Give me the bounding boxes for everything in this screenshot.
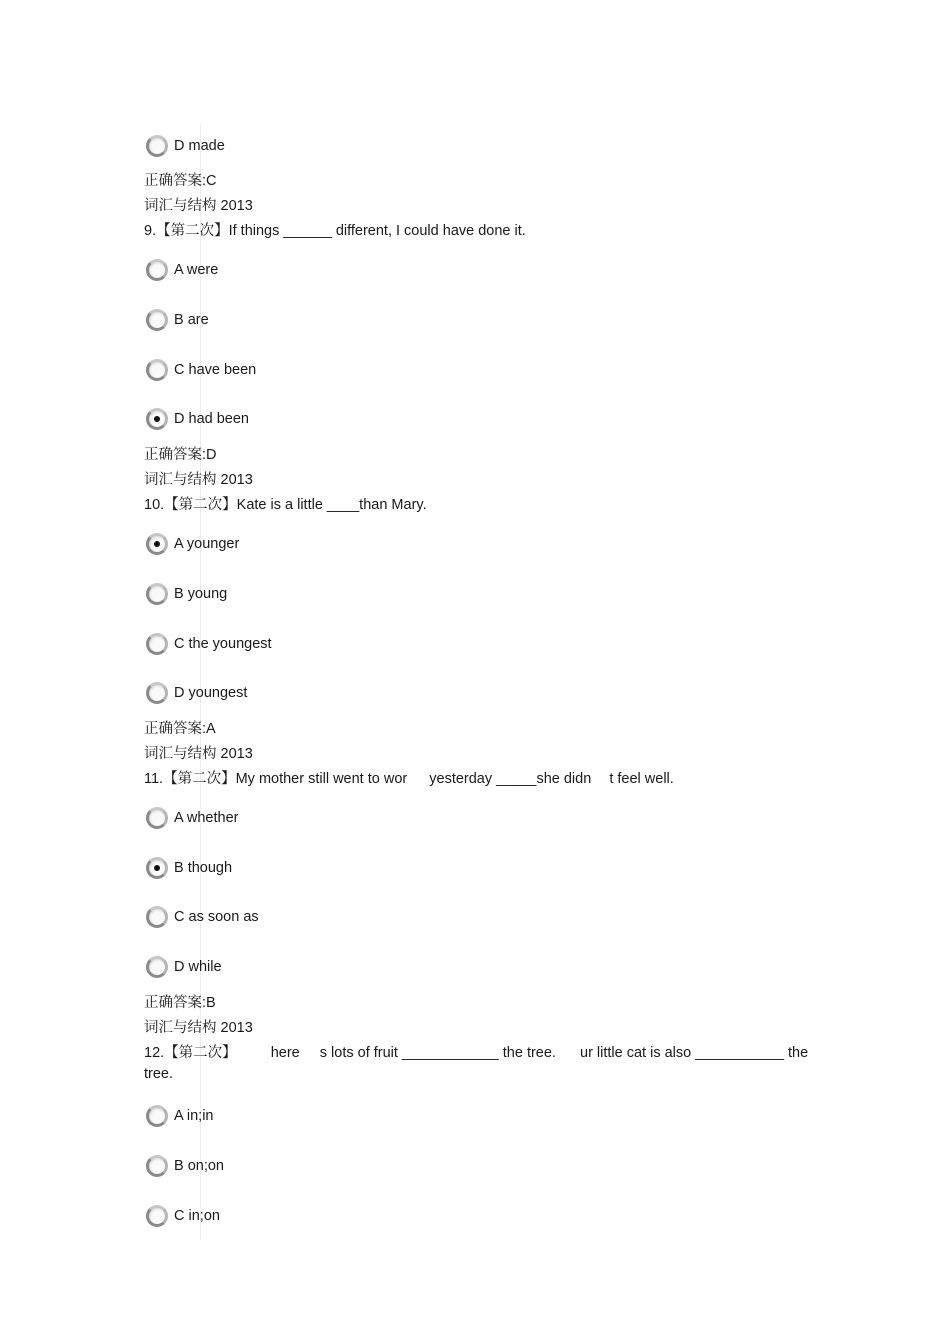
option-11b[interactable] [146,854,232,882]
option-label: C as soon as [174,909,259,925]
question-11 [144,767,674,788]
option-label: B on;on [174,1158,224,1174]
question-text-segment: 11.【第二次】My mother still went to wor [144,771,408,787]
radio-icon[interactable] [146,309,168,331]
question-10: 10.【第二次】Kate is a little ____than Mary. [144,497,427,513]
option-label: D had been [174,411,249,427]
question-text-segment: ur little cat is also ___________ the [580,1045,809,1061]
category-label: 词汇与结构 2013 [144,198,253,214]
question-text-segment: s lots of fruit ____________ the tree. [319,1045,556,1061]
option-9b[interactable] [146,306,209,334]
option-label: C the youngest [174,636,272,652]
radio-selected-icon[interactable] [146,533,168,555]
option-10d[interactable] [146,679,247,707]
option-9d[interactable] [146,405,249,433]
category-label: 词汇与结构 2013 [144,472,253,488]
option-11a[interactable] [146,804,239,832]
option-label: A younger [174,536,240,552]
category-label: 词汇与结构 2013 [144,746,253,762]
option-12c[interactable] [146,1202,220,1230]
option-label: B though [174,860,233,876]
option-label: C in;on [174,1208,220,1224]
radio-icon[interactable] [146,359,168,381]
radio-icon[interactable] [146,906,168,928]
option-10b[interactable] [146,580,227,608]
question-12 [144,1041,808,1062]
option-10a[interactable] [146,530,239,558]
radio-icon[interactable] [146,633,168,655]
option-label: B are [174,312,209,328]
question-text-segment: here [270,1045,300,1061]
option-9a[interactable] [146,256,218,284]
correct-answer: 正确答案:B [144,995,216,1011]
option-label: D youngest [174,685,248,701]
option-11c[interactable] [146,903,259,931]
radio-icon[interactable] [146,807,168,829]
radio-icon[interactable] [146,956,168,978]
correct-answer: 正确答案:A [144,721,216,737]
option-label: D made [174,138,225,154]
radio-icon[interactable] [146,1155,168,1177]
option-label: A were [174,262,219,278]
option-label: A in;in [174,1108,214,1124]
option-10c[interactable] [146,630,272,658]
correct-answer: 正确答案:C [144,173,217,189]
radio-icon[interactable] [146,682,168,704]
option-12a[interactable] [146,1102,214,1130]
option-label: A whether [174,810,239,826]
option-label: B young [174,586,228,602]
correct-answer: 正确答案:D [144,447,217,463]
radio-icon[interactable] [146,583,168,605]
radio-icon[interactable] [146,259,168,281]
category-label: 词汇与结构 2013 [144,1020,253,1036]
question-text-segment: 12.【第二次】 [144,1045,237,1061]
option-label: D while [174,959,222,975]
option-12b[interactable] [146,1152,224,1180]
question-9: 9.【第二次】If things ______ different, I could have done it. [144,223,526,239]
question-12-wrap: tree. [144,1066,174,1082]
radio-selected-icon[interactable] [146,408,168,430]
option-8d[interactable] [146,132,225,160]
option-9c[interactable] [146,356,256,384]
radio-icon[interactable] [146,1205,168,1227]
option-11d[interactable] [146,953,222,981]
option-label: C have been [174,362,257,378]
radio-icon[interactable] [146,135,168,157]
question-text-segment: yesterday _____she didn [429,771,592,787]
question-text-segment: t feel well. [609,771,674,787]
radio-selected-icon[interactable] [146,857,168,879]
radio-icon[interactable] [146,1105,168,1127]
